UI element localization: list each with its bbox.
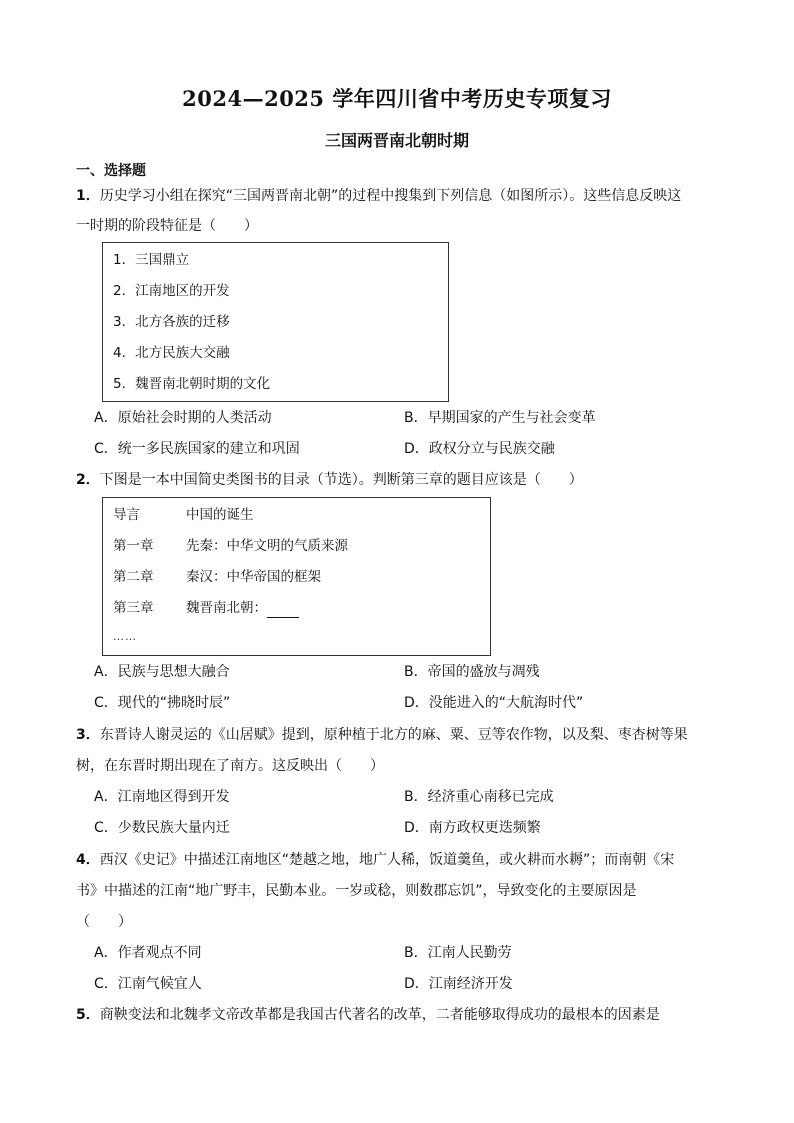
option-a[interactable]: A．原始社会时期的人类活动 <box>94 410 272 426</box>
option-c[interactable]: C．少数民族大量内迁 <box>94 820 230 836</box>
question-3-line-1: 3．东晋诗人谢灵运的《山居赋》提到，原种植于北方的麻、粟、豆等农作物，以及梨、枣杏树等果 <box>76 727 688 743</box>
question-number: 5． <box>76 1007 100 1023</box>
question-number: 1． <box>76 188 100 204</box>
info-item: 4．北方民族大交融 <box>113 345 230 361</box>
option-c[interactable]: C．统一多民族国家的建立和巩固 <box>94 441 300 457</box>
option-b[interactable]: B．早期国家的产生与社会变革 <box>404 410 596 426</box>
toc-title: 先秦：中华文明的气质来源 <box>186 538 348 554</box>
question-4-line-3: （ ） <box>76 914 132 930</box>
option-b[interactable]: B．经济重心南移已完成 <box>404 789 554 805</box>
question-number: 4． <box>76 852 100 868</box>
toc-title: 秦汉：中华帝国的框架 <box>186 569 321 585</box>
option-d[interactable]: D．政权分立与民族交融 <box>404 441 555 457</box>
info-item: 2．江南地区的开发 <box>113 283 230 299</box>
option-d[interactable]: D．江南经济开发 <box>404 976 513 992</box>
page-subtitle: 三国两晋南北朝时期 <box>324 131 469 150</box>
toc-entry <box>113 536 348 556</box>
option-a[interactable]: A．江南地区得到开发 <box>94 789 230 805</box>
option-c[interactable]: C．江南气候宜人 <box>94 976 202 992</box>
page-title: 2024—2025 学年四川省中考历史专项复习 <box>182 86 612 111</box>
toc-label: 第二章 <box>113 569 154 585</box>
option-d[interactable]: D．没能进入的“大航海时代” <box>404 695 584 711</box>
question-5-line-1: 5．商鞅变法和北魏孝文帝改革都是我国古代著名的改革，二者能够取得成功的最根本的因素是 <box>76 1007 660 1023</box>
option-c[interactable]: C．现代的“拂晓时辰” <box>94 695 231 711</box>
info-item: 3．北方各族的迁移 <box>113 314 230 330</box>
info-item: 1．三国鼎立 <box>113 252 190 268</box>
question-4-line-1: 4．西汉《史记》中描述江南地区“楚越之地，地广人稀，饭道羹鱼，或火耕而水耨”；而南朝《宋 <box>76 852 675 868</box>
question-1-line-1: 1．历史学习小组在探究“三国两晋南北朝”的过程中搜集到下列信息（如图所示）。这些信息反映这 <box>76 188 682 204</box>
question-2-line-1: 2．下图是一本中国简史类图书的目录（节选）。判断第三章的题目应该是（ ） <box>76 472 583 488</box>
info-item: 5．魏晋南北朝时期的文化 <box>113 376 271 392</box>
option-a[interactable]: A．作者观点不同 <box>94 945 202 961</box>
option-a[interactable]: A．民族与思想大融合 <box>94 664 230 680</box>
question-number: 2． <box>76 472 100 488</box>
toc-ellipsis: …… <box>113 630 137 643</box>
answer-blank <box>267 603 299 618</box>
toc-entry <box>113 598 267 618</box>
question-3-line-2: 树，在东晋时期出现在了南方。这反映出（ ） <box>76 758 384 774</box>
question-number: 3． <box>76 727 100 743</box>
toc-entry <box>113 505 254 525</box>
toc-label: 第一章 <box>113 538 154 554</box>
option-b[interactable]: B．江南人民勤劳 <box>404 945 512 961</box>
section-heading: 一、选择题 <box>76 163 146 179</box>
toc-title: 中国的诞生 <box>186 507 254 523</box>
option-b[interactable]: B．帝国的盛放与凋残 <box>404 664 540 680</box>
info-box <box>102 242 449 402</box>
option-d[interactable]: D．南方政权更迭频繁 <box>404 820 541 836</box>
toc-entry <box>113 567 321 587</box>
toc-label: 导言 <box>113 507 140 523</box>
toc-title: 魏晋南北朝： <box>186 598 299 618</box>
table-of-contents-box <box>102 497 491 656</box>
question-1-line-2: 一时期的阶段特征是（ ） <box>76 218 258 234</box>
toc-label: 第三章 <box>113 600 154 616</box>
question-4-line-2: 书》中描述的江南“地广野丰，民勤本业。一岁或稔，则数郡忘饥”，导致变化的主要原因是 <box>76 883 637 899</box>
